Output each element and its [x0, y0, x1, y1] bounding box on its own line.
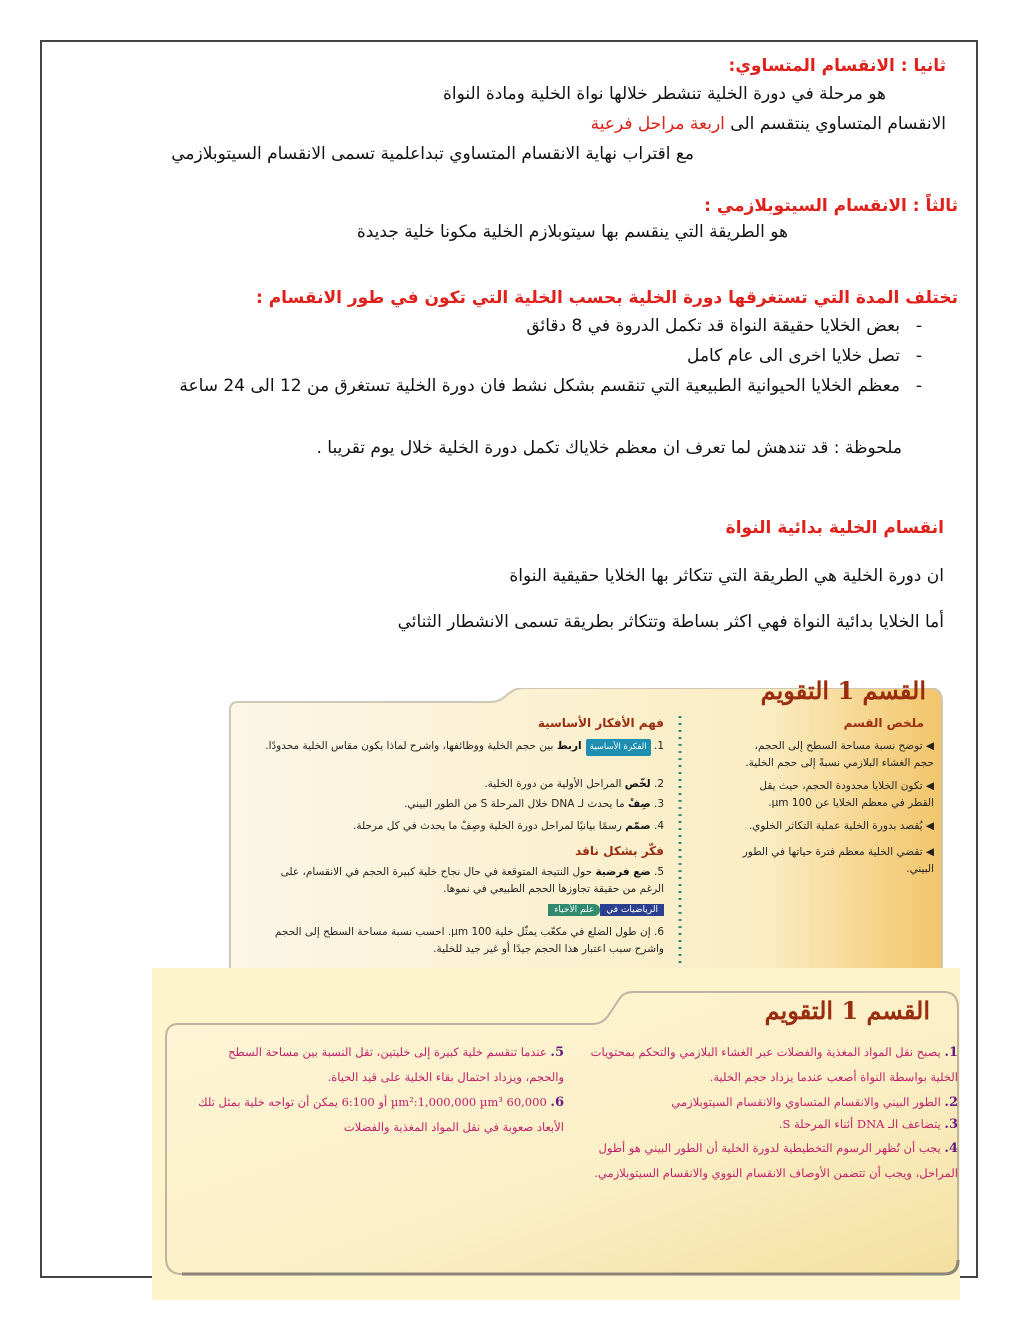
mitosis-phases-count: اربعة مراحل فرعية	[590, 114, 725, 134]
item-number: 5.	[653, 866, 664, 878]
summary-text: تقضي الخلية معظم فترة حياتها في الطور البيني.	[742, 846, 934, 875]
answer-item-5	[198, 1040, 564, 1089]
summary-item-4: ◀ تقضي الخلية معظم فترة حياتها في الطور البيني.	[742, 846, 934, 875]
idea-item-3	[260, 796, 664, 813]
answer-item-6	[198, 1090, 564, 1139]
answer-number: 5.	[550, 1045, 564, 1060]
prokaryote-line-2: أما الخلايا بدائية النواة فهي اكثر بساطة وتتكاثر بطريقة تسمى الانشطار الثنائي	[397, 612, 944, 632]
item-number: 6.	[653, 926, 664, 938]
summary-text: تكون الخلايا محدودة الحجم، حيث يقل القطر في معظم الخلايا عن 100 µm.	[759, 780, 934, 809]
item-text: إن طول الضلع في مكعّب يمثّل خلية 100 µm. احسب نسبة مساحة السطح إلى الحجم واشرح سبب اعتبار هذا الحجم جيدًا أو غير جيد للخلية.	[274, 926, 664, 955]
item-verb: ضع فرضية	[595, 866, 651, 878]
item-text: المراحل الأولية من دورة الخلية.	[484, 778, 625, 790]
idea-item-4	[260, 818, 664, 835]
math-in-biology-tag	[548, 904, 664, 916]
answer-text: يتضاعف الـ DNA أثناء المرحلة S.	[778, 1117, 941, 1131]
answer-number: 1.	[944, 1045, 958, 1060]
answer-text: يجب أن تُظهر الرسوم التخطيطية لدورة الخلية أن الطور البيني هو أطول المراحل، ويجب أن تتضمن الأوصاف الانقسام النووي والانقسام السيتوبلازمي.	[594, 1141, 958, 1180]
answer-number: 6.	[550, 1095, 564, 1110]
answer-item-3	[578, 1112, 958, 1137]
item-number: 1.	[653, 740, 664, 752]
item-text: رسمًا بيانيًا لمراحل دورة الخلية وصِفْ ما يحدث في كل مرحلة.	[353, 820, 626, 832]
bullet-text: معظم الخلايا الحيوانية الطبيعية التي تنقسم بشكل نشط فان دورة الخلية تستغرق من 12 الى 24 ساعة	[179, 376, 900, 396]
mitosis-phases-line	[591, 114, 946, 134]
prokaryote-line-1: ان دورة الخلية هي الطريقة التي تتكاثر بها الخلايا حقيقية النواة	[509, 566, 944, 586]
summary-text: يُقصد بدورة الخلية عملية التكاثر الخلوي.	[748, 820, 923, 832]
summary-heading: ملخص القسم	[843, 716, 924, 730]
biology-label: علم الأحياء	[548, 904, 600, 916]
duration-heading: تختلف المدة التي تستغرقها دورة الخلية بحسب الخلية التي تكون في طور الانقسام :	[255, 288, 958, 308]
answer-text: عندما تنقسم خلية كبيرة إلى خليتين، تقل النسبة بين مساحة السطح والحجم، ويزداد احتمال بقاء الخلية على قيد الحياة.	[228, 1045, 564, 1084]
critical-item-5	[260, 864, 664, 898]
answer-text: 60,000 µm²:1,000,000 µm³ أو 6:100 يمكن أن تواجه خلية بمثل تلك الأبعاد صعوبة في نقل المواد المغذية والفضلات	[198, 1095, 564, 1134]
duration-bullet-2	[687, 346, 922, 366]
item-text: حول النتيجة المتوقعة في حال نجاح خلية كبيرة الحجم في الانقسام، على الرغم من حقيقة تجاوزها الحجم الطبيعي في نموها.	[280, 866, 664, 895]
assessment-title: القسم 1 التقويم	[760, 676, 926, 705]
answer-text: يصبح نقل المواد المغذية والفضلات عبر الغشاء البلازمي والتحكم بمحتويات الخلية بواسطة النواة أصعب عندما يزداد حجم الخلية.	[590, 1045, 958, 1084]
critical-item-6	[260, 924, 664, 958]
duration-note: ملحوظة : قد تندهش لما تعرف ان معظم خلاياك تكمل دورة الخلية خلال يوم تقريبا .	[316, 438, 902, 458]
answer-item-4	[578, 1136, 958, 1185]
item-text: بين حجم الخلية ووظائفها، واشرح لماذا يكون مقاس الخلية محدودًا.	[265, 740, 557, 752]
mitosis-definition: هو مرحلة في دورة الخلية تنشطر خلالها نواة الخلية ومادة النواة	[443, 84, 886, 104]
duration-bullet-1	[526, 316, 922, 336]
answer-number: 3.	[944, 1117, 958, 1132]
item-number: 2.	[653, 778, 664, 790]
math-label: الرياضيات في	[600, 904, 664, 916]
item-number: 4.	[653, 820, 664, 832]
bullet-dash: -	[915, 376, 922, 396]
item-text: ما يحدث لـ DNA خلال المرحلة S من الطور البيني.	[404, 798, 628, 810]
idea-item-2	[260, 776, 664, 793]
bullet-text: تصل خلايا اخرى الى عام كامل	[686, 346, 900, 366]
critical-heading: فكّر بشكل ناقد	[575, 844, 664, 858]
summary-text: توضح نسبة مساحة السطح إلى الحجم، حجم الغشاء البلازمي نسبةً إلى حجم الخلية.	[745, 740, 934, 769]
item-number: 3.	[653, 798, 664, 810]
ideas-heading: فهم الأفكار الأساسية	[537, 716, 664, 730]
cytokinesis-definition: هو الطريقة التي ينقسم بها سيتوبلازم الخلية مكونا خلية جديدة	[356, 222, 788, 242]
item-verb: صِفْ	[627, 798, 651, 810]
cytokinesis-heading: ثالثاً : الانقسام السيتوبلازمي :	[704, 196, 958, 216]
mitosis-end-line: مع اقتراب نهاية الانقسام المتساوي تبداعلمية تسمى الانقسام السيتوبلازمي	[171, 144, 694, 164]
bullet-dash: -	[915, 346, 922, 366]
answer-number: 2.	[944, 1095, 958, 1110]
summary-item-1: ◀ توضح نسبة مساحة السطح إلى الحجم، حجم الغشاء البلازمي نسبةً إلى حجم الخلية.	[745, 740, 934, 769]
key-idea-tag: الفكرة الأساسية	[586, 739, 651, 756]
bullet-text: بعض الخلايا حقيقة النواة قد تكمل الدروة في 8 دقائق	[526, 316, 900, 336]
answer-number: 4.	[944, 1141, 958, 1156]
mitosis-heading: ثانيا : الانقسام المتساوي:	[728, 56, 946, 76]
bullet-dash: -	[915, 316, 922, 336]
item-verb: اربط	[556, 740, 582, 752]
summary-item-3: ◀ يُقصد بدورة الخلية عملية التكاثر الخلوي.	[748, 820, 934, 832]
mitosis-phases-text: الانقسام المتساوي ينتقسم الى	[724, 114, 946, 134]
answer-item-1	[578, 1040, 958, 1089]
prokaryote-heading: انقسام الخلية بدائية النواة	[725, 518, 944, 538]
summary-item-2: ◀ تكون الخلايا محدودة الحجم، حيث يقل القطر في معظم الخلايا عن 100 µm.	[759, 780, 934, 809]
item-verb: صمّم	[625, 820, 651, 832]
answers-title: القسم 1 التقويم	[764, 996, 930, 1025]
answer-text: الطور البيني والانقسام المتساوي والانقسام السيتوبلازمي	[671, 1095, 941, 1109]
idea-item-1	[260, 738, 664, 756]
duration-bullet-3	[179, 376, 922, 396]
item-verb: لخّص	[624, 778, 651, 790]
